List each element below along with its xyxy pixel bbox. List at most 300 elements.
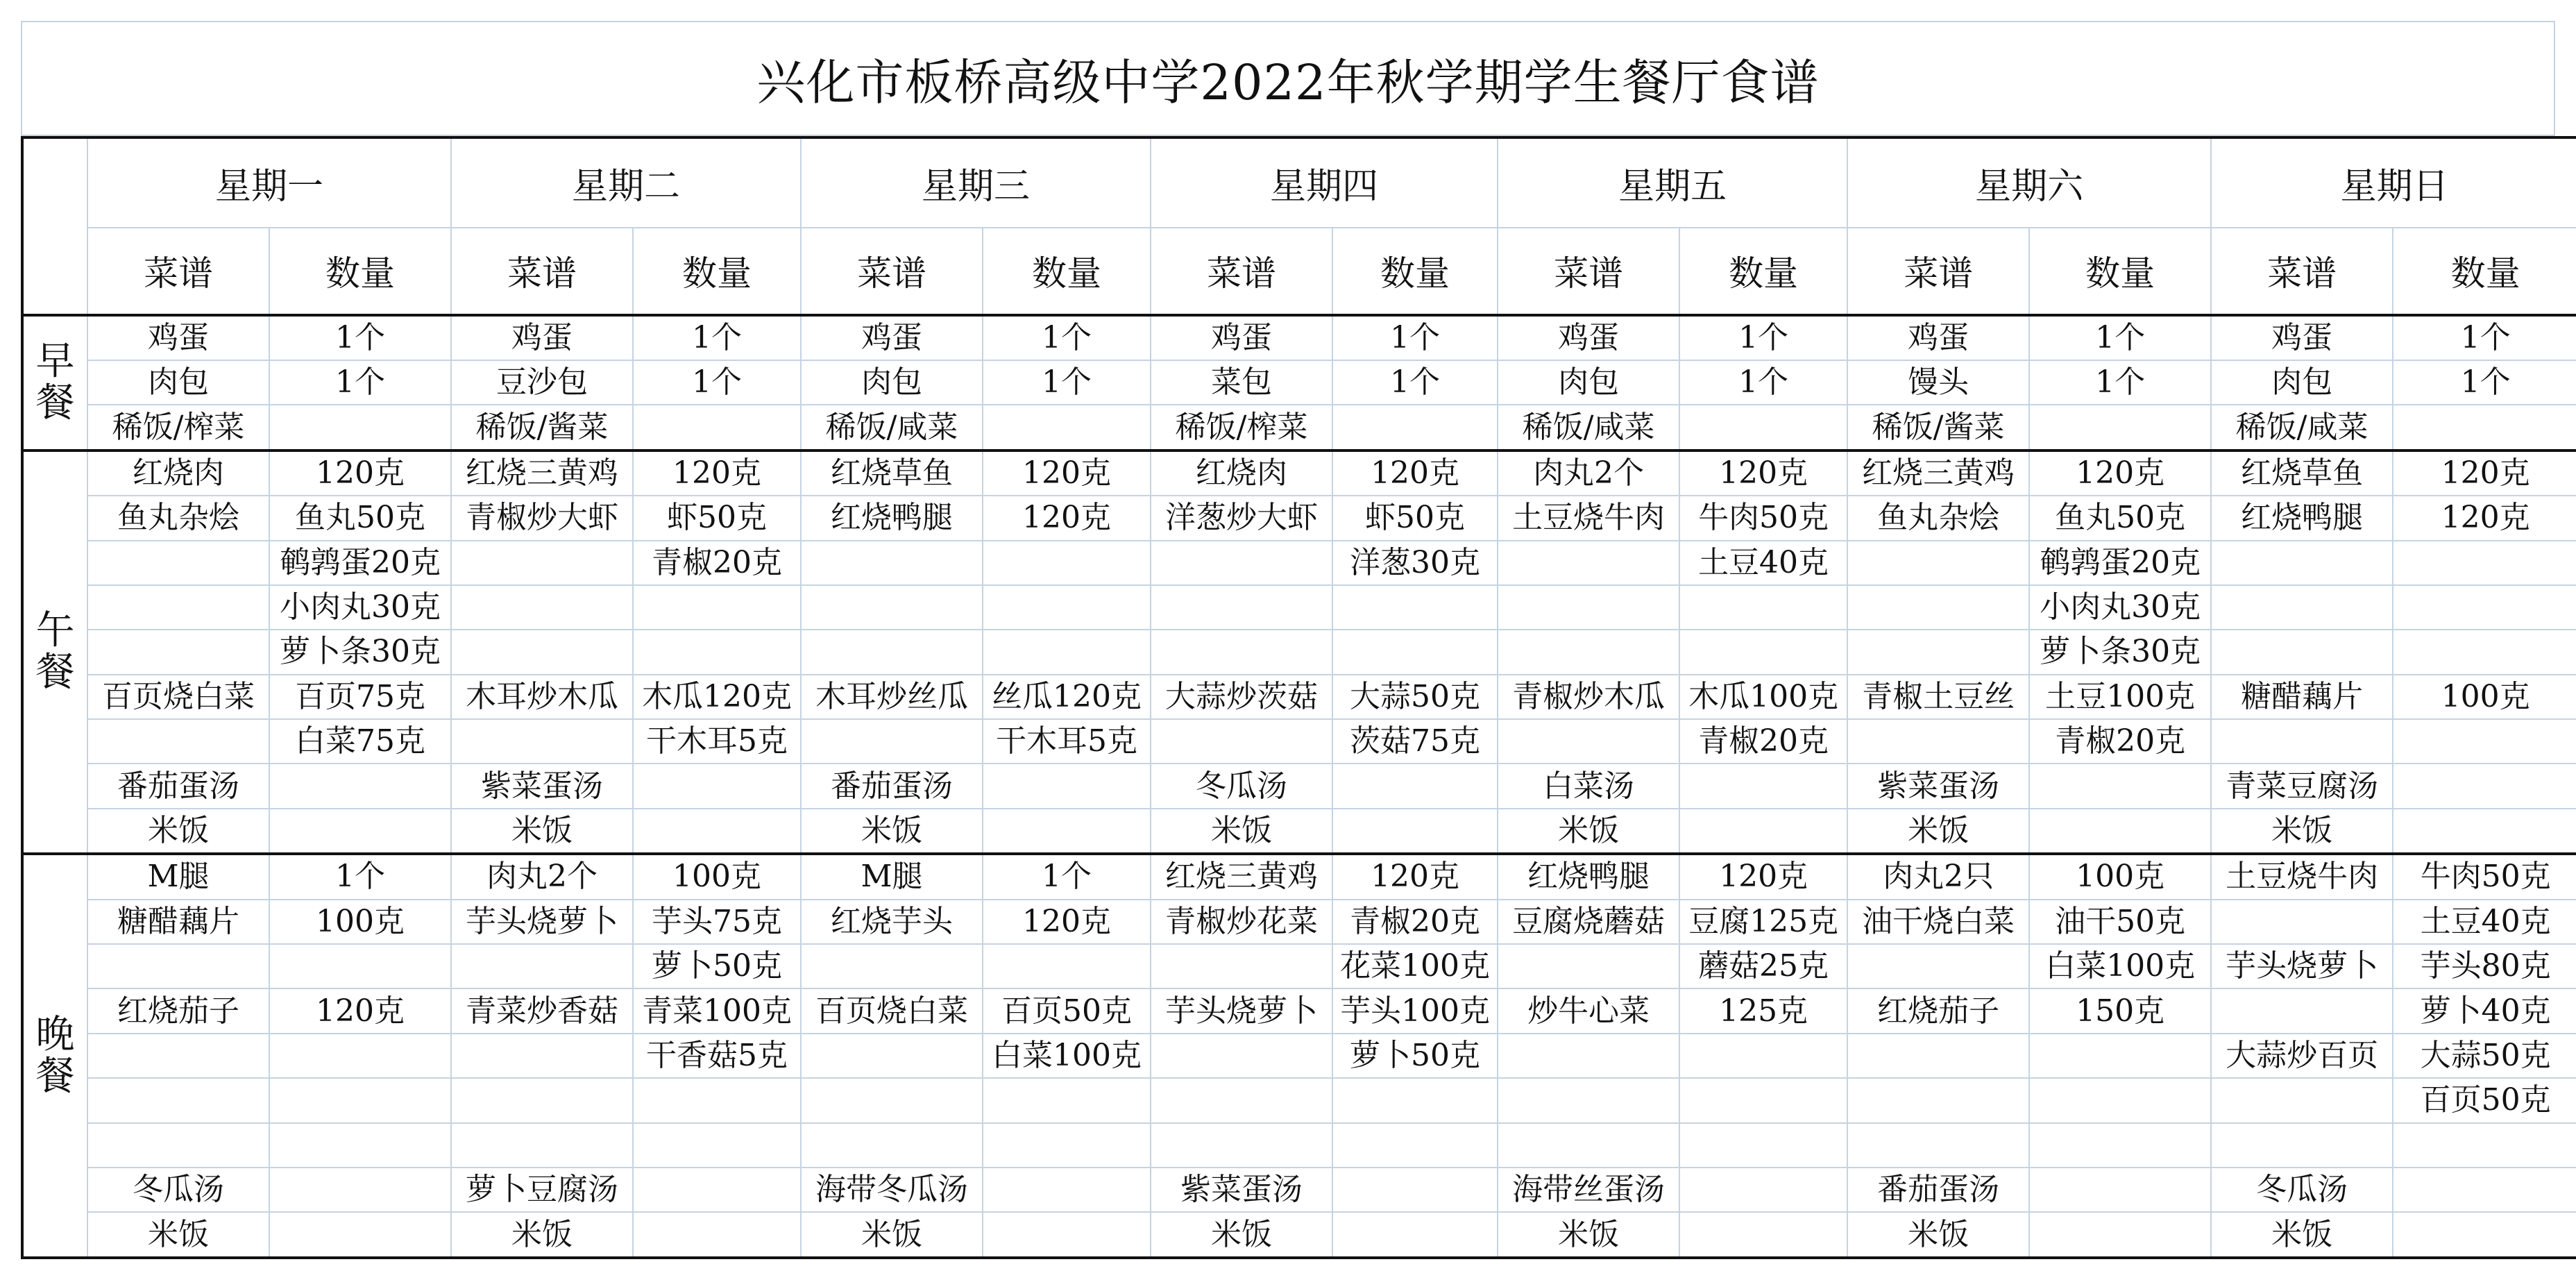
menu-quantity: 1个	[2393, 315, 2576, 360]
menu-quantity	[269, 944, 451, 988]
menu-quantity: 1个	[269, 854, 451, 899]
menu-dish	[87, 541, 269, 585]
menu-quantity	[633, 405, 801, 450]
menu-dish: 红烧肉	[87, 450, 269, 496]
menu-dish	[1847, 1078, 2029, 1122]
menu-dish: 红烧三黄鸡	[1847, 450, 2029, 496]
menu-quantity	[1332, 809, 1498, 854]
menu-dish: 米饭	[1847, 809, 2029, 854]
menu-dish: 鱼丸杂烩	[87, 496, 269, 540]
menu-dish	[1151, 630, 1332, 674]
menu-dish	[1151, 541, 1332, 585]
menu-dish: 肉丸2个	[451, 854, 633, 899]
menu-dish	[801, 944, 983, 988]
column-header-qty: 数量	[1332, 228, 1498, 315]
day-header: 星期二	[451, 137, 801, 228]
column-header-qty: 数量	[269, 228, 451, 315]
menu-dish: 青椒炒大虾	[451, 496, 633, 540]
menu-dish	[87, 1078, 269, 1122]
column-header-qty: 数量	[2029, 228, 2211, 315]
menu-quantity	[2029, 1212, 2211, 1258]
menu-quantity	[1679, 1123, 1847, 1168]
menu-quantity	[1679, 585, 1847, 630]
menu-dish: 青椒炒木瓜	[1498, 675, 1679, 719]
menu-dish	[451, 630, 633, 674]
menu-dish: 海带丝蛋汤	[1498, 1168, 1679, 1212]
menu-dish	[1498, 630, 1679, 674]
menu-dish	[801, 1034, 983, 1078]
day-header: 星期三	[801, 137, 1151, 228]
menu-quantity: 萝卜50克	[633, 944, 801, 988]
menu-quantity: 虾50克	[633, 496, 801, 540]
table-row	[22, 541, 2576, 585]
menu-dish	[87, 1123, 269, 1168]
menu-dish	[2211, 1078, 2393, 1122]
menu-dish: 米饭	[87, 809, 269, 854]
meal-label	[22, 450, 87, 854]
menu-quantity: 鱼丸50克	[2029, 496, 2211, 540]
menu-dish	[801, 630, 983, 674]
menu-dish	[1151, 1034, 1332, 1078]
menu-dish: 红烧草鱼	[2211, 450, 2393, 496]
menu-quantity	[1332, 1168, 1498, 1212]
table-row	[22, 900, 2576, 944]
menu-dish: 红烧肉	[1151, 450, 1332, 496]
menu-quantity	[269, 1078, 451, 1122]
menu-dish	[1847, 541, 2029, 585]
menu-quantity: 120克	[1332, 450, 1498, 496]
menu-quantity: 1个	[633, 360, 801, 405]
menu-quantity: 木瓜100克	[1679, 675, 1847, 719]
menu-quantity	[983, 809, 1151, 854]
menu-dish: 鸡蛋	[1498, 315, 1679, 360]
menu-dish: 米饭	[1847, 1212, 2029, 1258]
menu-dish: 百页烧白菜	[801, 988, 983, 1033]
menu-dish	[87, 944, 269, 988]
menu-quantity	[1332, 1212, 1498, 1258]
menu-quantity	[2029, 1034, 2211, 1078]
table-row	[22, 764, 2576, 808]
table-row	[22, 360, 2576, 405]
menu-dish: 油干烧白菜	[1847, 900, 2029, 944]
page-title: 兴化市板桥高级中学2022年秋学期学生餐厅食谱	[21, 21, 2555, 136]
menu-dish: M腿	[801, 854, 983, 899]
menu-quantity: 芋头75克	[633, 900, 801, 944]
menu-dish: 白菜汤	[1498, 764, 1679, 808]
menu-dish: 木耳炒木瓜	[451, 675, 633, 719]
menu-quantity: 萝卜40克	[2393, 988, 2576, 1033]
day-header: 星期五	[1498, 137, 1847, 228]
menu-quantity: 白菜75克	[269, 719, 451, 764]
menu-dish	[1847, 1034, 2029, 1078]
menu-dish: 番茄蛋汤	[1847, 1168, 2029, 1212]
menu-quantity	[2029, 1078, 2211, 1122]
menu-dish: 肉包	[1498, 360, 1679, 405]
menu-dish: 鸡蛋	[451, 315, 633, 360]
menu-quantity: 120克	[1332, 854, 1498, 899]
menu-quantity: 120克	[1679, 854, 1847, 899]
menu-dish: 红烧鸭腿	[1498, 854, 1679, 899]
column-header-qty: 数量	[983, 228, 1151, 315]
menu-dish: 稀饭/酱菜	[451, 405, 633, 450]
menu-quantity	[633, 1078, 801, 1122]
menu-quantity: 青椒20克	[1679, 719, 1847, 764]
menu-quantity	[2393, 764, 2576, 808]
menu-quantity: 120克	[983, 900, 1151, 944]
menu-quantity	[983, 405, 1151, 450]
table-row	[22, 405, 2576, 450]
menu-quantity: 青椒20克	[633, 541, 801, 585]
menu-dish	[1847, 585, 2029, 630]
menu-quantity	[633, 764, 801, 808]
menu-dish: 肉包	[801, 360, 983, 405]
menu-dish: 米饭	[451, 1212, 633, 1258]
table-row	[22, 496, 2576, 540]
menu-dish	[801, 541, 983, 585]
menu-quantity: 芋头100克	[1332, 988, 1498, 1033]
menu-quantity: 1个	[1679, 315, 1847, 360]
menu-dish: 红烧茄子	[1847, 988, 2029, 1033]
menu-quantity: 洋葱30克	[1332, 541, 1498, 585]
table-row	[22, 1034, 2576, 1078]
menu-quantity: 干木耳5克	[633, 719, 801, 764]
menu-dish: 米饭	[1151, 809, 1332, 854]
menu-quantity: 1个	[2029, 360, 2211, 405]
menu-quantity	[269, 1212, 451, 1258]
menu-dish: 糖醋藕片	[87, 900, 269, 944]
menu-dish	[801, 719, 983, 764]
menu-quantity	[1332, 764, 1498, 808]
day-header: 星期六	[1847, 137, 2211, 228]
menu-quantity	[1679, 1034, 1847, 1078]
menu-quantity: 油干50克	[2029, 900, 2211, 944]
menu-quantity: 120克	[2029, 450, 2211, 496]
table-row	[22, 1212, 2576, 1258]
menu-dish: 土豆烧牛肉	[1498, 496, 1679, 540]
menu-dish: 大蒜炒百页	[2211, 1034, 2393, 1078]
menu-dish: 稀饭/咸菜	[1498, 405, 1679, 450]
menu-quantity: 1个	[2393, 360, 2576, 405]
menu-dish: 青菜炒香菇	[451, 988, 633, 1033]
day-header: 星期日	[2211, 137, 2576, 228]
menu-quantity	[2393, 719, 2576, 764]
menu-quantity: 蘑菇25克	[1679, 944, 1847, 988]
table-row	[22, 1078, 2576, 1122]
menu-quantity	[983, 630, 1151, 674]
menu-dish	[451, 585, 633, 630]
menu-quantity: 100克	[633, 854, 801, 899]
menu-quantity: 萝卜条30克	[269, 630, 451, 674]
menu-dish: 米饭	[801, 809, 983, 854]
menu-quantity	[633, 1168, 801, 1212]
menu-quantity: 茨菇75克	[1332, 719, 1498, 764]
menu-dish: 芋头烧萝卜	[1151, 988, 1332, 1033]
menu-dish	[1151, 1078, 1332, 1122]
menu-dish: 米饭	[801, 1212, 983, 1258]
menu-quantity	[1679, 809, 1847, 854]
menu-quantity: 120克	[2393, 450, 2576, 496]
menu-quantity	[1332, 1123, 1498, 1168]
menu-quantity: 1个	[983, 315, 1151, 360]
menu-quantity	[269, 1123, 451, 1168]
menu-dish: 紫菜蛋汤	[451, 764, 633, 808]
menu-quantity: 百页50克	[983, 988, 1151, 1033]
menu-quantity: 1个	[1332, 315, 1498, 360]
menu-quantity	[1679, 1168, 1847, 1212]
menu-dish: 鸡蛋	[801, 315, 983, 360]
menu-dish: 红烧鸭腿	[801, 496, 983, 540]
menu-dish	[1498, 1123, 1679, 1168]
menu-quantity: 1个	[633, 315, 801, 360]
menu-dish	[1498, 1034, 1679, 1078]
table-row	[22, 944, 2576, 988]
menu-dish	[1151, 585, 1332, 630]
menu-quantity: 大蒜50克	[2393, 1034, 2576, 1078]
menu-quantity	[1679, 764, 1847, 808]
menu-quantity: 青菜100克	[633, 988, 801, 1033]
menu-dish	[451, 1078, 633, 1122]
menu-dish: 番茄蛋汤	[801, 764, 983, 808]
menu-quantity	[2393, 809, 2576, 854]
menu-quantity: 大蒜50克	[1332, 675, 1498, 719]
menu-quantity: 120克	[1679, 450, 1847, 496]
menu-dish	[2211, 541, 2393, 585]
menu-dish: 米饭	[1498, 809, 1679, 854]
menu-quantity: 100克	[2029, 854, 2211, 899]
menu-quantity	[269, 1168, 451, 1212]
menu-quantity	[1679, 1078, 1847, 1122]
menu-quantity: 牛肉50克	[1679, 496, 1847, 540]
menu-quantity	[2393, 1168, 2576, 1212]
meal-label	[22, 854, 87, 1258]
column-header-qty: 数量	[2393, 228, 2576, 315]
menu-dish	[2211, 900, 2393, 944]
column-header-qty: 数量	[633, 228, 801, 315]
menu-quantity: 青椒20克	[2029, 719, 2211, 764]
menu-quantity: 土豆40克	[2393, 900, 2576, 944]
menu-dish: 紫菜蛋汤	[1151, 1168, 1332, 1212]
menu-dish: 稀饭/咸菜	[801, 405, 983, 450]
menu-dish: 冬瓜汤	[2211, 1168, 2393, 1212]
table-row	[22, 809, 2576, 854]
menu-dish: 木耳炒丝瓜	[801, 675, 983, 719]
menu-quantity	[1332, 1078, 1498, 1122]
menu-dish	[1847, 944, 2029, 988]
table-row	[22, 719, 2576, 764]
menu-dish	[451, 1123, 633, 1168]
menu-quantity: 土豆40克	[1679, 541, 1847, 585]
menu-quantity: 芋头80克	[2393, 944, 2576, 988]
menu-quantity: 土豆100克	[2029, 675, 2211, 719]
menu-dish: M腿	[87, 854, 269, 899]
header-columns-row	[22, 228, 2576, 315]
menu-quantity: 小肉丸30克	[2029, 585, 2211, 630]
menu-dish: 红烧草鱼	[801, 450, 983, 496]
day-header: 星期四	[1151, 137, 1498, 228]
day-header: 星期一	[87, 137, 451, 228]
menu-table	[21, 136, 2576, 1259]
menu-table-wrap	[21, 136, 2555, 1259]
menu-quantity	[983, 1078, 1151, 1122]
menu-quantity	[269, 809, 451, 854]
meal-label	[22, 315, 87, 450]
menu-quantity: 150克	[2029, 988, 2211, 1033]
menu-dish: 洋葱炒大虾	[1151, 496, 1332, 540]
menu-dish	[801, 1123, 983, 1168]
header-corner	[22, 137, 87, 315]
menu-dish	[1498, 585, 1679, 630]
header-days-row	[22, 137, 2576, 228]
menu-quantity: 125克	[1679, 988, 1847, 1033]
menu-dish	[451, 541, 633, 585]
menu-dish: 鸡蛋	[2211, 315, 2393, 360]
menu-dish	[2211, 719, 2393, 764]
menu-dish: 稀饭/榨菜	[87, 405, 269, 450]
menu-quantity: 鹌鹑蛋20克	[269, 541, 451, 585]
menu-dish: 鸡蛋	[1151, 315, 1332, 360]
menu-dish: 芋头烧萝卜	[451, 900, 633, 944]
menu-dish	[1847, 630, 2029, 674]
menu-dish: 稀饭/榨菜	[1151, 405, 1332, 450]
menu-dish	[2211, 630, 2393, 674]
meal-label-char: 餐	[35, 1054, 75, 1100]
menu-quantity: 1个	[269, 315, 451, 360]
table-row	[22, 315, 2576, 360]
menu-dish: 红烧三黄鸡	[451, 450, 633, 496]
menu-sheet	[21, 21, 2555, 1259]
menu-quantity: 120克	[269, 988, 451, 1033]
menu-dish	[1498, 944, 1679, 988]
column-header-menu: 菜谱	[1847, 228, 2029, 315]
menu-quantity: 干木耳5克	[983, 719, 1151, 764]
menu-dish: 稀饭/酱菜	[1847, 405, 2029, 450]
menu-quantity: 100克	[2393, 675, 2576, 719]
menu-dish	[87, 585, 269, 630]
menu-quantity	[983, 944, 1151, 988]
menu-dish: 肉包	[2211, 360, 2393, 405]
menu-quantity: 1个	[1332, 360, 1498, 405]
table-row	[22, 675, 2576, 719]
menu-dish: 鸡蛋	[87, 315, 269, 360]
table-row	[22, 1123, 2576, 1168]
menu-quantity: 丝瓜120克	[983, 675, 1151, 719]
menu-quantity	[983, 1123, 1151, 1168]
menu-dish: 肉包	[87, 360, 269, 405]
menu-quantity	[2029, 764, 2211, 808]
menu-dish: 鸡蛋	[1847, 315, 2029, 360]
menu-quantity: 120克	[983, 450, 1151, 496]
menu-quantity: 干香菇5克	[633, 1034, 801, 1078]
table-row	[22, 988, 2576, 1033]
menu-dish	[1847, 719, 2029, 764]
menu-dish: 米饭	[2211, 1212, 2393, 1258]
menu-dish: 红烧三黄鸡	[1151, 854, 1332, 899]
menu-quantity: 鹌鹑蛋20克	[2029, 541, 2211, 585]
menu-quantity: 120克	[633, 450, 801, 496]
menu-quantity: 120克	[2393, 496, 2576, 540]
menu-dish: 鱼丸杂烩	[1847, 496, 2029, 540]
menu-dish: 冬瓜汤	[1151, 764, 1332, 808]
table-row	[22, 630, 2576, 674]
menu-quantity	[633, 809, 801, 854]
menu-quantity	[2393, 585, 2576, 630]
menu-dish	[87, 719, 269, 764]
menu-quantity	[1679, 1212, 1847, 1258]
menu-dish: 肉丸2只	[1847, 854, 2029, 899]
menu-dish	[1151, 719, 1332, 764]
menu-dish	[1498, 719, 1679, 764]
menu-dish: 紫菜蛋汤	[1847, 764, 2029, 808]
menu-quantity	[633, 585, 801, 630]
menu-dish: 萝卜豆腐汤	[451, 1168, 633, 1212]
menu-quantity	[983, 541, 1151, 585]
menu-quantity	[1332, 585, 1498, 630]
menu-dish: 番茄蛋汤	[87, 764, 269, 808]
column-header-menu: 菜谱	[451, 228, 633, 315]
menu-quantity	[269, 1034, 451, 1078]
menu-quantity	[1332, 405, 1498, 450]
menu-quantity	[1679, 630, 1847, 674]
menu-dish: 百页烧白菜	[87, 675, 269, 719]
menu-dish: 大蒜炒茨菇	[1151, 675, 1332, 719]
menu-dish: 红烧芋头	[801, 900, 983, 944]
menu-dish	[87, 1034, 269, 1078]
menu-quantity: 白菜100克	[2029, 944, 2211, 988]
menu-quantity	[2393, 1212, 2576, 1258]
table-row	[22, 585, 2576, 630]
meal-label-char: 午	[35, 608, 75, 654]
table-row	[22, 450, 2576, 496]
menu-quantity: 1个	[269, 360, 451, 405]
menu-quantity: 小肉丸30克	[269, 585, 451, 630]
menu-quantity: 1个	[2029, 315, 2211, 360]
menu-dish: 芋头烧萝卜	[2211, 944, 2393, 988]
menu-quantity: 萝卜50克	[1332, 1034, 1498, 1078]
table-row	[22, 854, 2576, 899]
menu-quantity	[2393, 1123, 2576, 1168]
menu-dish	[451, 1034, 633, 1078]
menu-quantity	[633, 1123, 801, 1168]
column-header-menu: 菜谱	[801, 228, 983, 315]
menu-quantity: 100克	[269, 900, 451, 944]
menu-dish: 海带冬瓜汤	[801, 1168, 983, 1212]
menu-quantity: 1个	[1679, 360, 1847, 405]
meal-label-char: 晚	[35, 1012, 75, 1058]
menu-quantity	[983, 1212, 1151, 1258]
menu-dish: 青椒炒花菜	[1151, 900, 1332, 944]
menu-dish	[801, 585, 983, 630]
menu-quantity: 百页50克	[2393, 1078, 2576, 1122]
menu-quantity	[2029, 809, 2211, 854]
menu-quantity	[2393, 405, 2576, 450]
menu-dish	[801, 1078, 983, 1122]
menu-quantity: 百页75克	[269, 675, 451, 719]
menu-dish: 红烧茄子	[87, 988, 269, 1033]
menu-quantity	[269, 764, 451, 808]
menu-dish	[1498, 1078, 1679, 1122]
menu-dish	[1498, 541, 1679, 585]
meal-label-char: 早	[35, 339, 75, 385]
menu-dish: 青椒土豆丝	[1847, 675, 2029, 719]
menu-dish: 米饭	[1151, 1212, 1332, 1258]
menu-quantity	[2393, 630, 2576, 674]
menu-dish: 米饭	[1498, 1212, 1679, 1258]
menu-quantity	[1332, 630, 1498, 674]
menu-quantity	[983, 585, 1151, 630]
menu-dish: 米饭	[87, 1212, 269, 1258]
menu-quantity: 花菜100克	[1332, 944, 1498, 988]
menu-dish: 稀饭/咸菜	[2211, 405, 2393, 450]
